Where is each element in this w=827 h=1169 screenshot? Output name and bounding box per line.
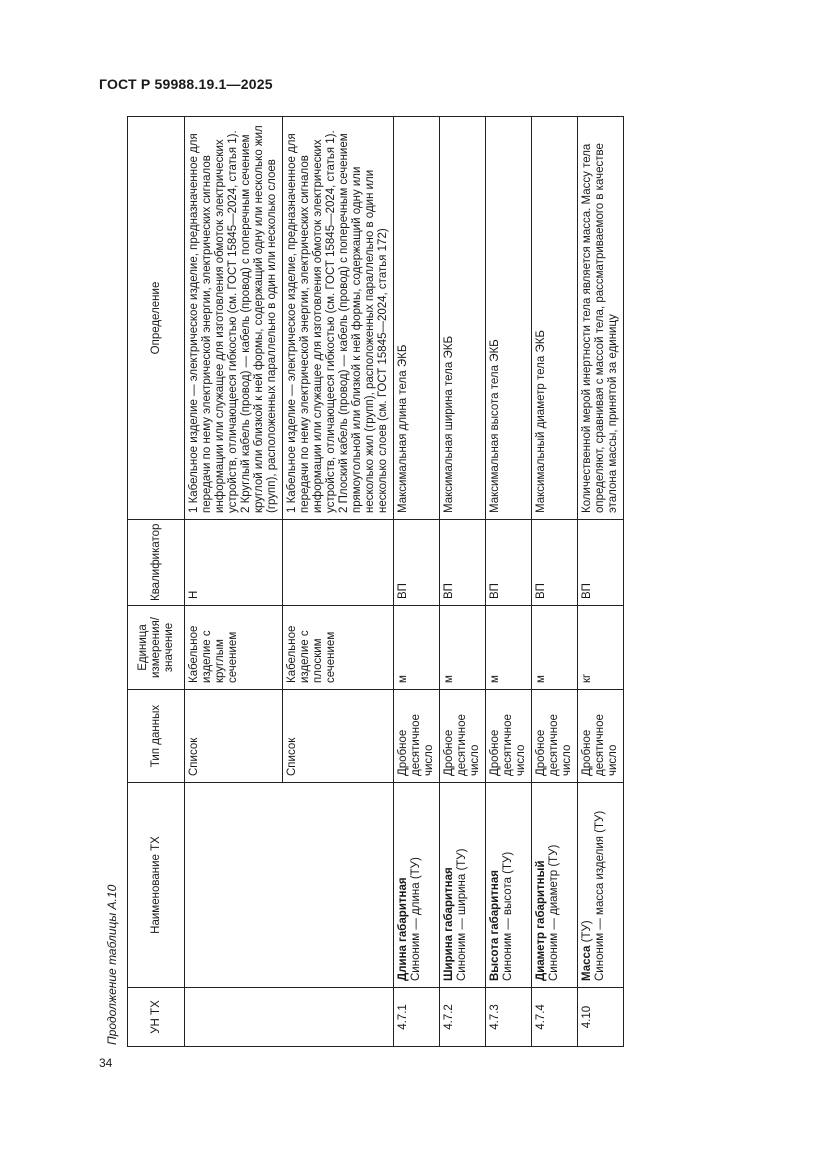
characteristic-name: Длина габаритная: [397, 877, 409, 981]
table-row: [486, 117, 532, 1047]
cell-definition: Количественной мерой инертности тела является масса. Массу тела определяют, сравнивая с массой тела, рассматриваемого в качестве эталона массы, принятой за единицу: [578, 117, 624, 520]
cell-data-type: Дробное десятичное число: [394, 690, 440, 783]
table-row: [532, 117, 578, 1047]
table-row-continuation-flat: [283, 117, 394, 1047]
table-caption: Продолжение таблицы А.10: [105, 884, 119, 1045]
cell-definition: 1 Кабельное изделие — электрическое изделие, предназначенное для передачи по нему электрической энергии, электрических сигналов информации или служащее для изготовления обмоток электрических устройств, отличающееся гибкостью (см. ГОСТ 15845—2024, статья 1). 2 Плоский кабель (провод) — кабель (провод) с поперечным сечением прямоугольной или близкой к ней формы, содержащий одну или несколько жил (групп), расположенных параллельно в один или несколько слоев (см. ГОСТ 15845—2024, статья 172): [283, 117, 394, 520]
characteristic-name-line: [581, 789, 594, 981]
cell-unit: м: [532, 606, 578, 690]
cell-name: [394, 783, 440, 988]
table-row: [394, 117, 440, 1047]
cell-qualifier: [283, 520, 394, 606]
cell-name: [578, 783, 624, 988]
cell-definition: Максимальный диаметр тела ЭКБ: [532, 117, 578, 520]
characteristic-name: Высота габаритная: [489, 870, 501, 981]
table-row: [578, 117, 624, 1047]
cell-unit: м: [440, 606, 486, 690]
cell-qualifier: ВП: [532, 520, 578, 606]
cell-unit: кг: [578, 606, 624, 690]
cell-unit: м: [394, 606, 440, 690]
cell-data-type: Дробное десятичное число: [486, 690, 532, 783]
cell-definition: Максимальная ширина тела ЭКБ: [440, 117, 486, 520]
cell-data-type: Дробное десятичное число: [440, 690, 486, 783]
cell-qualifier: ВП: [578, 520, 624, 606]
characteristic-synonym: Синоним — ширина (ТУ): [456, 848, 468, 981]
column-header-definition: Определение: [128, 117, 185, 520]
cell-unit: м: [486, 606, 532, 690]
cell-id: 4.7.4: [532, 988, 578, 1047]
column-header-name: Наименование ТХ: [128, 783, 185, 988]
characteristic-name: Ширина габаритная: [443, 867, 455, 981]
cell-qualifier: Н: [185, 520, 283, 606]
cell-id: 4.7.2: [440, 988, 486, 1047]
page-number: 34: [99, 1056, 113, 1070]
cell-name: [185, 783, 283, 988]
characteristic-synonym: Синоним — масса изделия (ТУ): [594, 810, 606, 981]
cell-name: [486, 783, 532, 988]
cell-unit: Кабельное изделие с плоским сечением: [283, 606, 394, 690]
cell-data-type: Список: [283, 690, 394, 783]
column-header-unit: Единица измерения/ значение: [128, 606, 185, 690]
characteristic-synonym: Синоним — диаметр (ТУ): [548, 844, 560, 981]
document-title: ГОСТ Р 59988.19.1—2025: [99, 76, 273, 92]
cell-data-type: Список: [185, 690, 283, 783]
cell-qualifier: ВП: [440, 520, 486, 606]
rotated-table-area: [103, 117, 763, 1047]
column-header-data-type: Тип данных: [128, 690, 185, 783]
cell-id: 4.7.1: [394, 988, 440, 1047]
table-row-continuation-round: [185, 117, 283, 1047]
characteristics-table: [127, 116, 624, 1047]
characteristic-synonym: Синоним — высота (ТУ): [502, 851, 514, 981]
cell-data-type: Дробное десятичное число: [578, 690, 624, 783]
table-header-row: [128, 117, 185, 1047]
cell-definition: 1 Кабельное изделие — электрическое изделие, предназначенное для передачи по нему электрической энергии, электрических сигналов информации или служащее для изготовления обмоток электрических устройств, отличающееся гибкостью (см. ГОСТ 15845—2024, статья 1). 2 Круглый кабель (провод) — кабель (провод) с поперечным сечением круглой или близкой к ней формы, содержащий одну или несколько жил (групп), расположенных параллельно в один или несколько слоев: [185, 117, 283, 520]
cell-id: [185, 988, 283, 1047]
column-header-qualifier: Квалификатор: [128, 520, 185, 606]
cell-definition: Максимальная длина тела ЭКБ: [394, 117, 440, 520]
cell-name: [532, 783, 578, 988]
table-row: [440, 117, 486, 1047]
cell-qualifier: ВП: [486, 520, 532, 606]
cell-data-type: Дробное десятичное число: [532, 690, 578, 783]
cell-id: 4.7.3: [486, 988, 532, 1047]
cell-qualifier: ВП: [394, 520, 440, 606]
cell-id: [283, 988, 394, 1047]
characteristic-name: Диаметр габаритный: [535, 860, 547, 981]
cell-definition: Максимальная высота тела ЭКБ: [486, 117, 532, 520]
characteristic-synonym: Синоним — длина (ТУ): [410, 857, 422, 981]
cell-name: [440, 783, 486, 988]
characteristic-name: Масса: [581, 945, 593, 981]
cell-id: 4.10: [578, 988, 624, 1047]
characteristic-name-suffix: (ТУ): [581, 920, 593, 946]
cell-name: [283, 783, 394, 988]
cell-unit: Кабельное изделие с круглым сечением: [185, 606, 283, 690]
column-header-id: УН ТХ: [128, 988, 185, 1047]
